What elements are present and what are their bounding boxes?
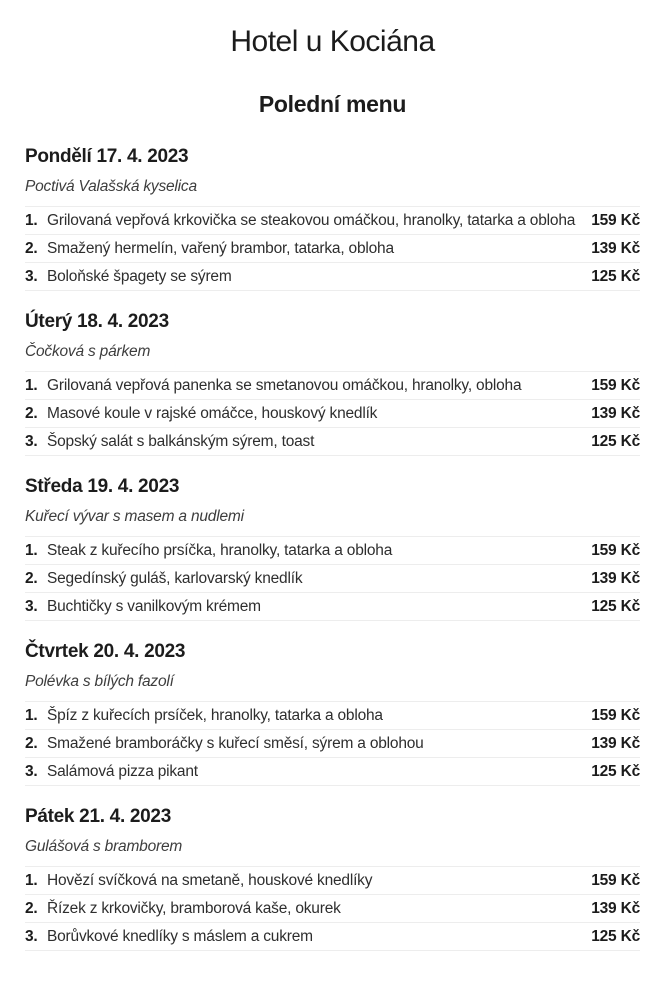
item-name: Hovězí svíčková na smetaně, houskové knedlíky (47, 872, 373, 889)
menu-item-row (25, 371, 640, 399)
menu-item-row (25, 564, 640, 592)
item-price: 159 Kč (591, 872, 640, 889)
menu-item-row (25, 701, 640, 729)
item-name: Smažený hermelín, vařený brambor, tatarka, obloha (47, 240, 394, 257)
menu-items (25, 536, 640, 621)
item-number: 1. (25, 872, 38, 889)
menu-items (25, 371, 640, 456)
day-section (25, 475, 640, 621)
item-price: 125 Kč (591, 763, 640, 780)
item-number: 3. (25, 928, 38, 945)
item-number: 3. (25, 268, 38, 285)
item-name: Smažené bramboráčky s kuřecí směsí, sýrem a oblohou (47, 735, 424, 752)
item-number: 2. (25, 405, 38, 422)
menu-item-row (25, 922, 640, 951)
item-price: 159 Kč (591, 212, 640, 229)
item-number: 3. (25, 598, 38, 615)
menu-item-row (25, 592, 640, 621)
day-section (25, 805, 640, 951)
item-price: 139 Kč (591, 900, 640, 917)
soup-name: Polévka s bílých fazolí (25, 673, 174, 690)
menu-item-row (25, 262, 640, 291)
soup-name: Čočková s párkem (25, 343, 151, 360)
item-name: Grilovaná vepřová krkovička se steakovou omáčkou, hranolky, tatarka a obloha (47, 212, 576, 229)
item-number: 1. (25, 212, 38, 229)
item-price: 159 Kč (591, 707, 640, 724)
item-price: 159 Kč (591, 542, 640, 559)
item-number: 2. (25, 240, 38, 257)
item-name: Segedínský guláš, karlovarský knedlík (47, 570, 303, 587)
item-price: 139 Kč (591, 405, 640, 422)
item-price: 139 Kč (591, 570, 640, 587)
menu-items (25, 866, 640, 951)
item-number: 3. (25, 763, 38, 780)
soup-name: Poctivá Valašská kyselica (25, 178, 197, 195)
day-heading: Čtvrtek 20. 4. 2023 (25, 641, 186, 662)
menu-item-row (25, 757, 640, 786)
item-number: 2. (25, 570, 38, 587)
item-name: Špíz z kuřecích prsíček, hranolky, tatarka a obloha (47, 707, 383, 724)
menu-item-row (25, 894, 640, 922)
soup-name: Gulášová s bramborem (25, 838, 183, 855)
item-price: 159 Kč (591, 377, 640, 394)
item-name: Borůvkové knedlíky s máslem a cukrem (47, 928, 313, 945)
item-name: Masové koule v rajské omáčce, houskový knedlík (47, 405, 378, 422)
item-name: Boloňské špagety se sýrem (47, 268, 232, 285)
menu-items (25, 701, 640, 786)
day-section (25, 640, 640, 786)
page-subtitle: Polední menu (258, 91, 407, 117)
item-name: Salámová pizza pikant (47, 763, 198, 780)
item-price: 125 Kč (591, 268, 640, 285)
item-name: Steak z kuřecího prsíčka, hranolky, tatarka a obloha (47, 542, 393, 559)
item-number: 1. (25, 707, 38, 724)
item-price: 125 Kč (591, 598, 640, 615)
day-heading: Úterý 18. 4. 2023 (25, 311, 169, 332)
item-price: 125 Kč (591, 928, 640, 945)
menu-page (0, 24, 665, 951)
day-section (25, 145, 640, 291)
item-name: Grilovaná vepřová panenka se smetanovou omáčkou, hranolky, obloha (47, 377, 522, 394)
item-number: 1. (25, 377, 38, 394)
item-number: 3. (25, 433, 38, 450)
item-number: 2. (25, 735, 38, 752)
menu-item-row (25, 206, 640, 234)
day-heading: Pondělí 17. 4. 2023 (25, 146, 189, 167)
soup-name: Kuřecí vývar s masem a nudlemi (25, 508, 244, 525)
item-price: 125 Kč (591, 433, 640, 450)
day-heading: Středa 19. 4. 2023 (25, 476, 180, 497)
item-price: 139 Kč (591, 735, 640, 752)
menu-item-row (25, 536, 640, 564)
item-name: Buchtičky s vanilkovým krémem (47, 598, 261, 615)
day-section (25, 310, 640, 456)
menu-item-row (25, 729, 640, 757)
menu-item-row (25, 234, 640, 262)
menu-item-row (25, 427, 640, 456)
item-number: 1. (25, 542, 38, 559)
menu-days (25, 145, 640, 951)
item-name: Řízek z krkovičky, bramborová kaše, okurek (47, 900, 341, 917)
menu-item-row (25, 399, 640, 427)
menu-items (25, 206, 640, 291)
day-heading: Pátek 21. 4. 2023 (25, 806, 171, 827)
page-title: Hotel u Kociána (230, 25, 435, 58)
item-number: 2. (25, 900, 38, 917)
menu-item-row (25, 866, 640, 894)
item-price: 139 Kč (591, 240, 640, 257)
item-name: Šopský salát s balkánským sýrem, toast (47, 433, 315, 450)
